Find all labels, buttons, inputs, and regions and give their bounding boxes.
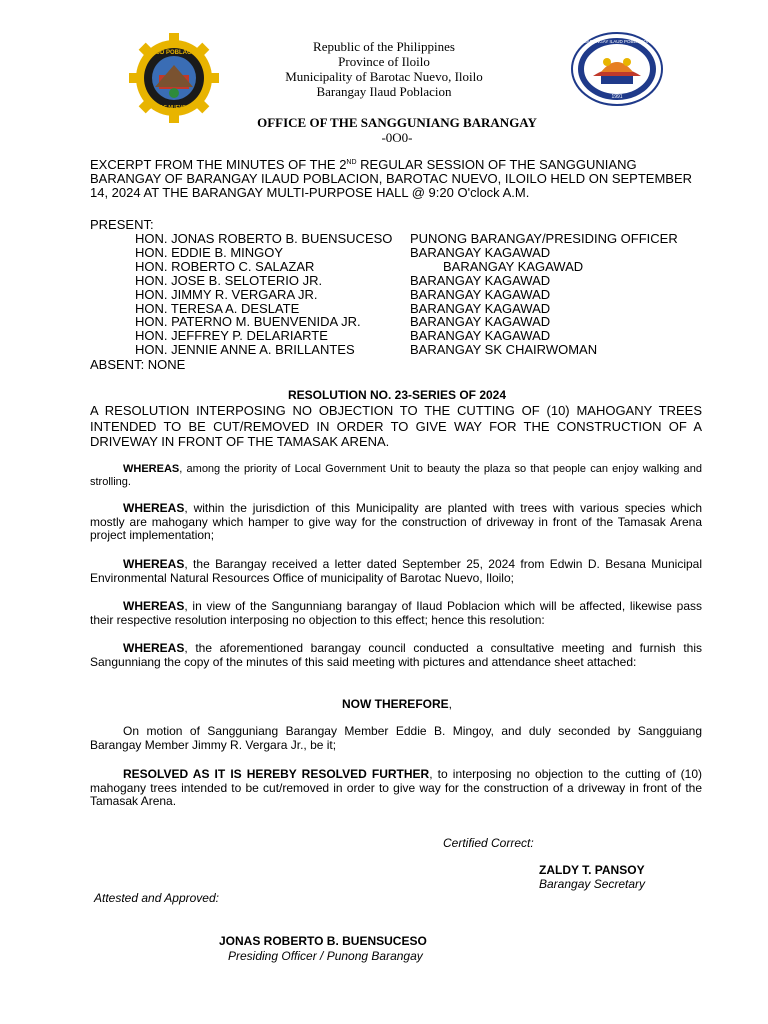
excerpt-part-1: EXCERPT FROM THE MINUTES OF THE 2: [90, 157, 347, 172]
province-line: Province of Iloilo: [338, 54, 430, 69]
attendee-position: BARANGAY KAGAWAD: [410, 314, 551, 330]
resolved-paragraph: [90, 768, 702, 809]
whereas-paragraph: [90, 558, 702, 585]
secretary-name: ZALDY T. PANSOY: [539, 863, 645, 877]
separator: -0O0-: [381, 130, 413, 145]
whereas-lead: WHEREAS: [123, 463, 180, 475]
attendee-name: HON. TERESA A. DESLATE: [135, 300, 300, 316]
attendee-list: [135, 232, 678, 357]
motion-text: On motion of Sangguniang Barangay Member Eddie B. Mingoy, and duly seconded by Sangguiang Barangay Member Jimmy R. Vergara Jr., be it;: [90, 724, 702, 752]
attendee-position: BARANGAY SK CHAIRWOMAN: [410, 342, 598, 358]
resolved-lead: RESOLVED AS IT IS HEREBY RESOLVED FURTHER: [123, 767, 430, 781]
attendee-position: BARANGAY KAGAWAD: [410, 272, 551, 288]
attendee-position: BARANGAY KAGAWAD: [410, 300, 551, 316]
attendee-row: [135, 315, 678, 329]
attendee-name: HON. JENNIE ANNE A. BRILLANTES: [135, 342, 355, 358]
barangay-line: Barangay Ilaud Poblacion: [316, 84, 452, 99]
attendee-name: HON. JEFFREY P. DELARIARTE: [135, 328, 328, 344]
attendee-row: [135, 329, 678, 343]
whereas-lead: WHEREAS: [123, 641, 185, 655]
whereas-paragraph: [90, 600, 702, 627]
excerpt-part-2: REGULAR SESSION OF THE SANGGUNIANG BARANGAY OF BARANGAY ILAUD POBLACION, BAROTAC NUEVO, ILOILO HELD ON SEPTEMBER 14, 2024 AT THE BARANGAY MULTI-PURPOSE HALL @ 9:20 O'clock A.M.: [90, 157, 692, 200]
attendee-name: HON. EDDIE B. MINGOY: [135, 244, 284, 260]
country-line: Republic of the Philippines: [313, 39, 455, 54]
seal-text-bottom: BAROTAC NUEVO, ILOILO: [142, 105, 206, 111]
seal-text-top: ILAUD POBLACION: [146, 50, 202, 56]
municipality-line: Municipality of Barotac Nuevo, Iloilo: [285, 69, 483, 84]
attendee-position: BARANGAY KAGAWAD: [443, 258, 584, 274]
resolution-title: A RESOLUTION INTERPOSING NO OBJECTION TO THE CUTTING OF (10) MAHOGANY TREES INTENDED TO BE CUT/REMOVED IN ORDER TO GIVE WAY FOR THE CONSTRUCTION OF A DRIVEWAY IN FRONT OF THE TAMASAK ARENA.: [90, 403, 702, 449]
attendee-name: HON. JONAS ROBERTO B. BUENSUCESO: [135, 231, 393, 246]
whereas-text: , among the priority of Local Government Unit to beauty the plaza so that people can enjoy walking and strolling.: [90, 463, 702, 488]
secretary-title: Barangay Secretary: [539, 877, 646, 891]
certified-correct-label: Certified Correct:: [443, 836, 534, 850]
letterhead: [0, 39, 768, 99]
seal-ring-text: BARANGAY ILAUD POBLACION: [583, 39, 651, 44]
whereas-lead: WHEREAS: [123, 501, 185, 515]
attendee-row: [135, 274, 678, 288]
whereas-text: , within the jurisdiction of this Municipality are planted with trees with various species which mostly are mahogany which hamper to give way for the construction of driveway in front of the Tamasak Arena project implementation;: [90, 501, 702, 542]
attendee-position: BARANGAY KAGAWAD: [410, 244, 551, 260]
now-therefore-tail: ,: [448, 697, 452, 711]
now-therefore: [0, 697, 768, 711]
attendee-position: PUNONG BARANGAY/PRESIDING OFFICER: [410, 231, 678, 246]
whereas-text: , the Barangay received a letter dated September 25, 2024 from Edwin D. Besana Municipal Environmental Natural Resources Office of municipality of Barotac Nuevo, Iloilo;: [90, 557, 702, 585]
whereas-text: , the aforementioned barangay council conducted a consultative meeting and furnish this Sangunniang the copy of the minutes of this said meeting with pictures and attendance sheet attached:: [90, 641, 702, 669]
attendee-row: [135, 260, 678, 274]
whereas-lead: WHEREAS: [123, 599, 185, 613]
excerpt-paragraph: [90, 158, 710, 200]
attendee-name: HON. JIMMY R. VERGARA JR.: [135, 286, 318, 302]
whereas-paragraph: [90, 642, 702, 669]
absent-line: ABSENT: NONE: [90, 357, 186, 372]
resolved-text: , to interposing no objection to the cutting of (10) mahogany trees intended to be cut/removed in order to give way for the construction of a driveway in front of the Tamasak Arena.: [90, 767, 703, 808]
whereas-paragraph: [90, 502, 702, 543]
motion-paragraph: [90, 725, 702, 752]
attendee-name: HON. JOSE B. SELOTERIO JR.: [135, 272, 323, 288]
whereas-paragraph: [90, 463, 702, 488]
whereas-text: , in view of the Sangunniang barangay of Ilaud Poblacion which will be affected, likewise pass their respective resolution interposing no objection to this effect; hence this resolution:: [90, 599, 702, 627]
presiding-officer-name: JONAS ROBERTO B. BUENSUCESO: [219, 934, 427, 948]
now-therefore-lead: NOW THEREFORE: [341, 697, 449, 711]
resolution-number: RESOLUTION NO. 23-SERIES OF 2024: [287, 388, 507, 402]
attested-label: Attested and Approved:: [94, 891, 219, 905]
attendee-position: BARANGAY KAGAWAD: [410, 286, 551, 302]
attendee-row: [135, 232, 678, 246]
seal-year: 1991: [611, 94, 623, 100]
excerpt-superscript: ND: [346, 159, 357, 166]
attendee-row: [135, 343, 678, 357]
attendee-row: [135, 302, 678, 316]
attendee-row: [135, 288, 678, 302]
present-label: PRESENT:: [90, 217, 154, 232]
attendee-name: HON. PATERNO M. BUENVENIDA JR.: [135, 314, 361, 330]
office-title: OFFICE OF THE SANGGUNIANG BARANGAY: [257, 115, 537, 130]
whereas-lead: WHEREAS: [123, 557, 185, 571]
attendee-position: BARANGAY KAGAWAD: [410, 328, 551, 344]
presiding-officer-title: Presiding Officer / Punong Barangay: [228, 949, 423, 963]
attendee-name: HON. ROBERTO C. SALAZAR: [135, 258, 315, 274]
attendee-row: [135, 246, 678, 260]
